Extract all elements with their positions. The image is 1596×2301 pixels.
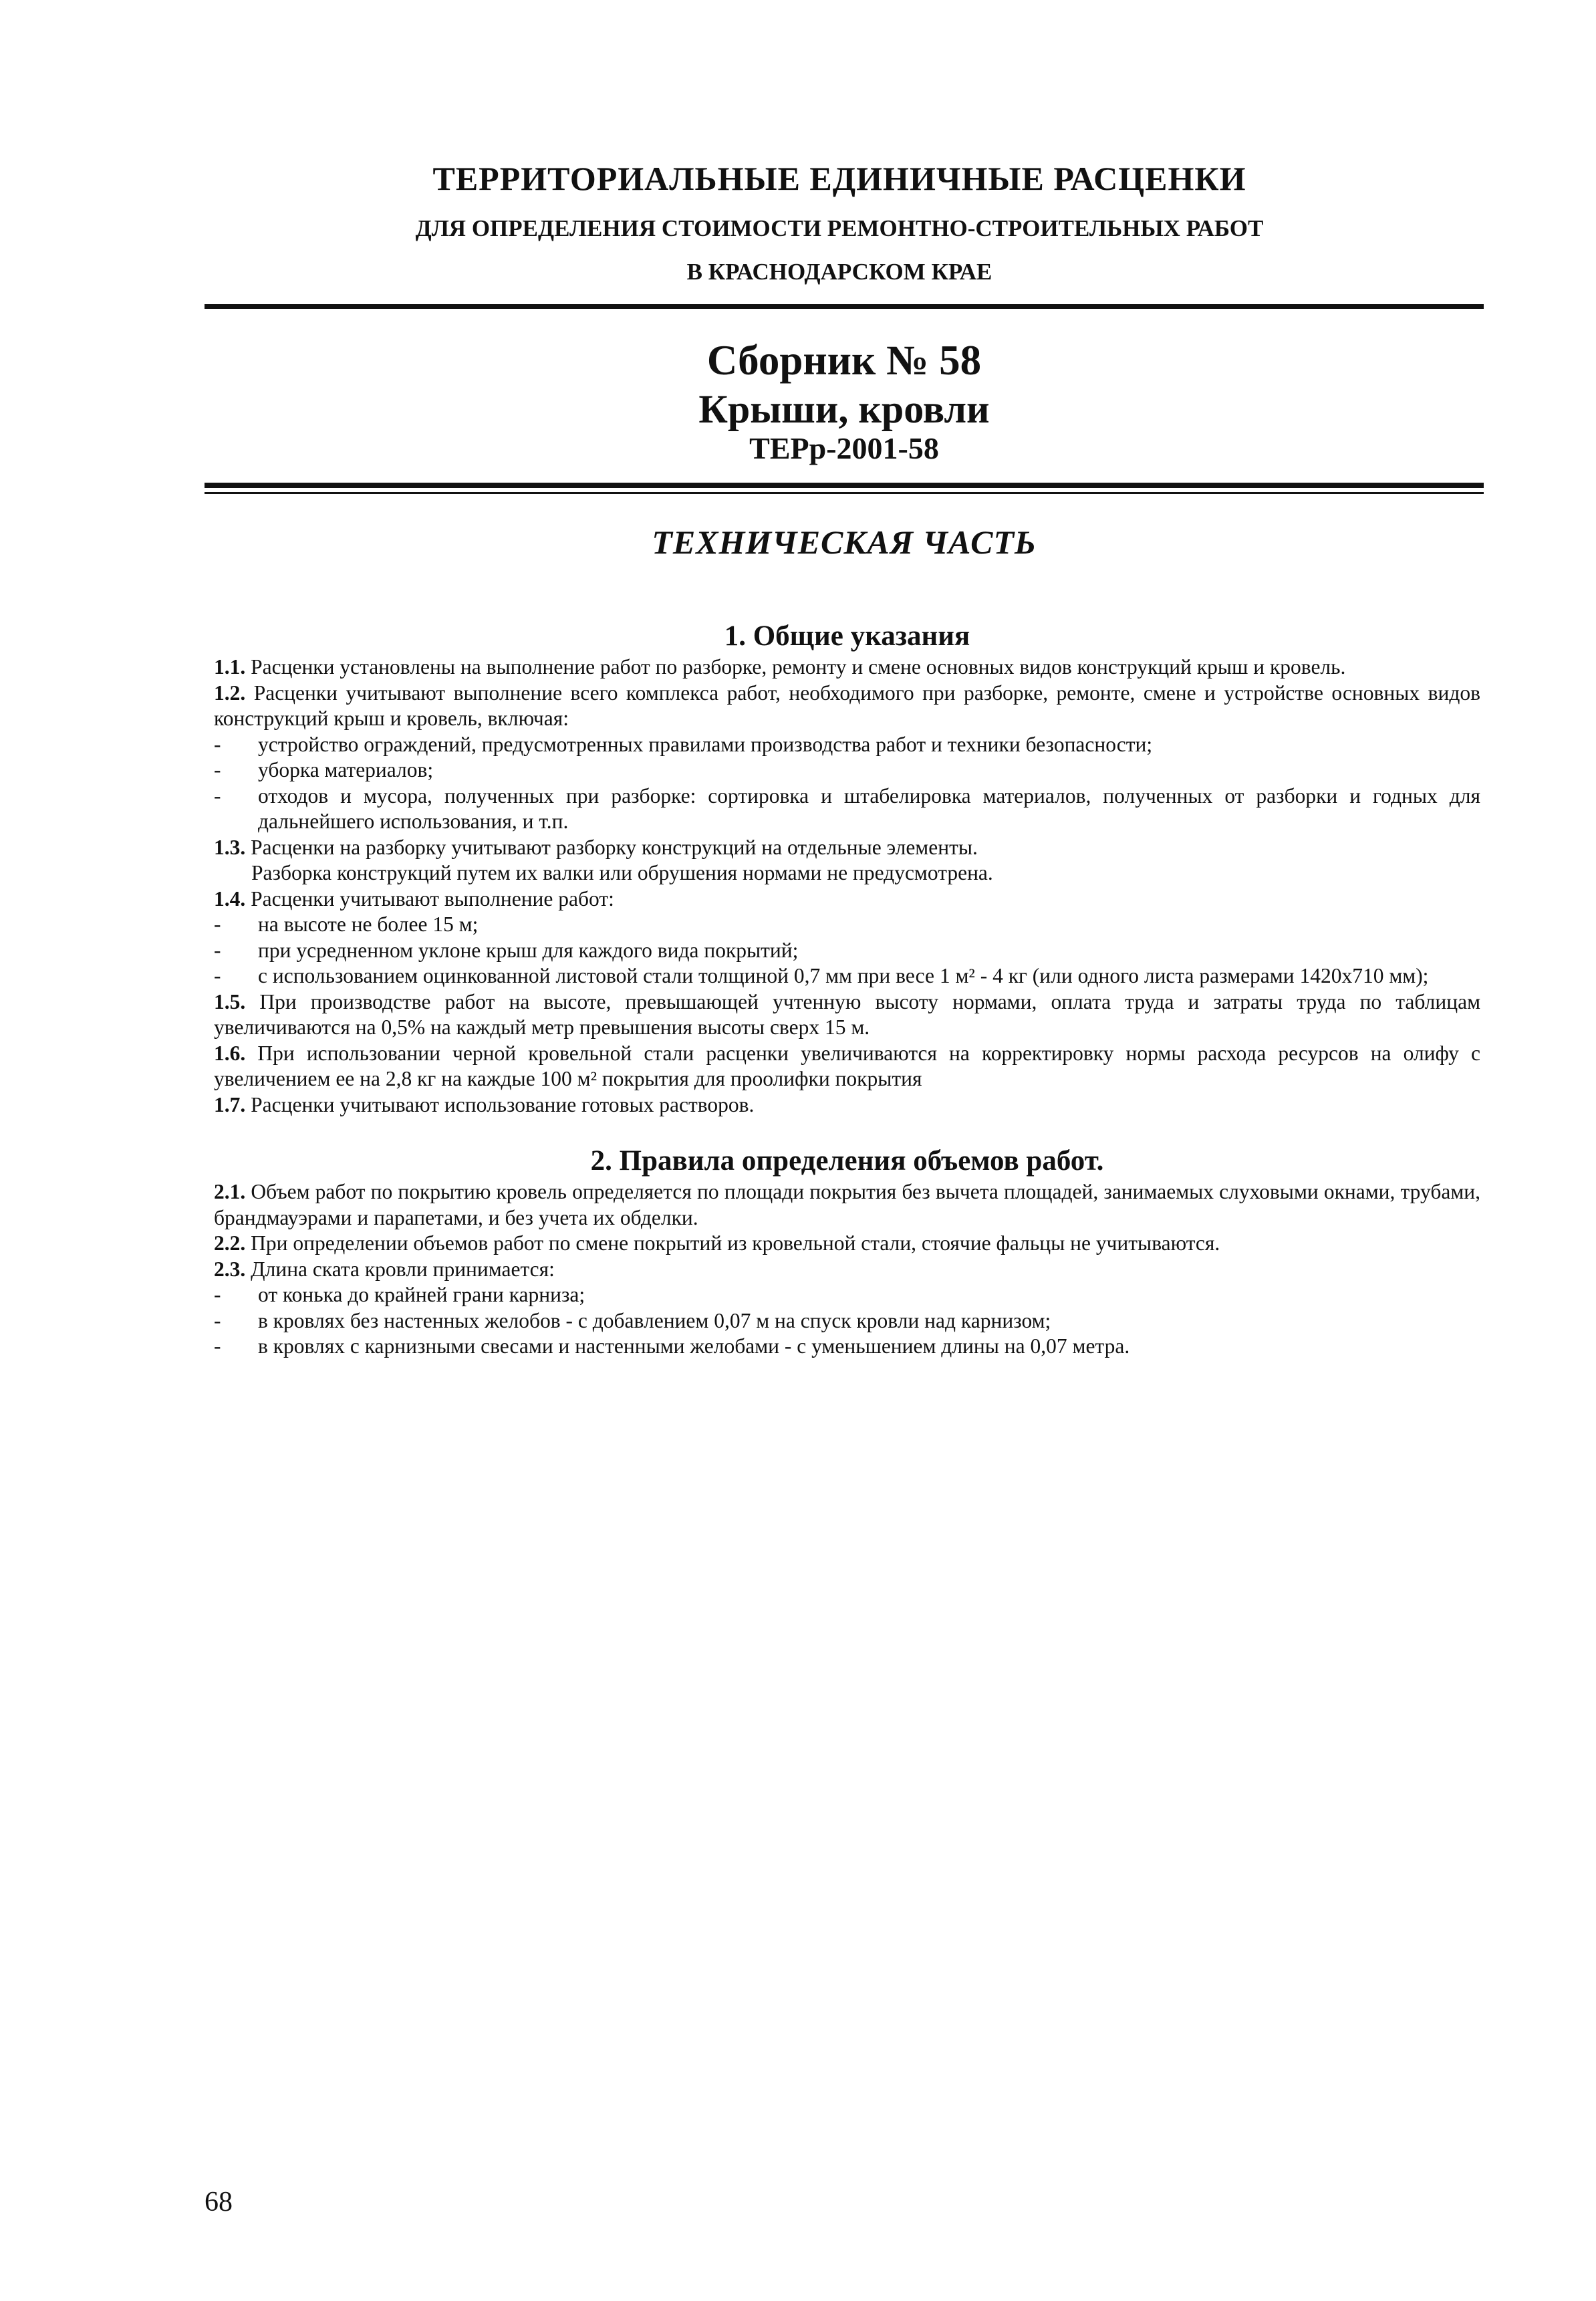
list-item [214,732,1480,758]
paragraph-1-1 [214,654,1480,681]
dash-marker: - [214,938,221,962]
page-number: 68 [205,2187,233,2217]
paragraph-number: 2.1. [214,1180,246,1203]
collection-subtitle: Крыши, кровли [698,387,990,431]
paragraph-1-4 [214,886,1480,913]
collection-divider-thin [205,492,1484,494]
list-item-text: в кровлях с карнизными свесами и настенными желобами - с уменьшением длины на 0,07 метра. [258,1334,1130,1358]
list-item-text: в кровлях без настенных желобов - с добавлением 0,07 м на спуск кровли над карнизом; [258,1308,1051,1332]
dash-marker: - [214,783,221,808]
section-1-title: 1. Общие указания [724,620,970,652]
header-subtitle: ДЛЯ ОПРЕДЕЛЕНИЯ СТОИМОСТИ РЕМОНТНО-СТРОИТЕЛЬНЫХ РАБОТ [415,215,1264,241]
list-item [214,783,1480,835]
dash-marker: - [214,1334,221,1358]
list-item-text: уборка материалов; [258,758,434,781]
paragraph-text: Расценки учитывают выполнение работ: [251,886,614,911]
paragraph-text: При использовании черной кровельной стали расценки увеличиваются на корректировку нормы расхода ресурсов на олифу с увеличением ее на 2,8 кг на каждые 100 м² покрытия для проолифки покрытия [214,1041,1481,1090]
part-title: ТЕХНИЧЕСКАЯ ЧАСТЬ [652,523,1037,561]
paragraph-1-7 [214,1092,1480,1118]
paragraph-1-3-note: Разборка конструкций путем их валки или обрушения нормами не предусмотрена. [251,861,993,884]
collection-divider-thick [205,483,1484,488]
list-item-text: устройство ограждений, предусмотренных правилами производства работ и техники безопасности; [258,732,1153,756]
dash-marker: - [214,1283,221,1306]
paragraph-number: 1.3. [214,835,246,859]
paragraph-number: 1.6. [214,1041,246,1065]
header-title: ТЕРРИТОРИАЛЬНЫЕ ЕДИНИЧНЫЕ РАСЦЕНКИ [432,160,1246,197]
list-item [214,1334,1480,1360]
paragraph-number: 2.2. [214,1231,246,1255]
list-item-text: отходов и мусора, полученных при разборке: сортировка и штабелировка материалов, полученных от разборки и годных для дальнейшего использования, и т.п. [258,783,1480,833]
collection-title: Сборник № 58 [706,337,982,384]
paragraph-text: При производстве работ на высоте, превышающей учтенную высоту нормами, оплата труда и затраты труда по таблицам увеличиваются на 0,5% на каждый метр превышения высоты сверх 15 м. [214,989,1481,1039]
header-divider [205,304,1484,309]
paragraph-text: Расценки учитывают выполнение всего комплекса работ, необходимого при разборке, ремонте, смене и устройстве основных видов конструкций крыш и кровель, включая: [214,681,1481,730]
paragraph-2-3 [214,1257,1480,1283]
list-item [214,938,1480,964]
list-item-text: на высоте не более 15 м; [258,913,479,936]
paragraph-text: Объем работ по покрытию кровель определяется по площади покрытия без вычета площадей, занимаемых слуховыми окнами, трубами, брандмауэрами и парапетами, и без учета их обделки. [214,1180,1481,1229]
paragraph-1-5 [214,989,1480,1041]
list-item [214,1308,1480,1334]
paragraph-1-3 [214,835,1480,861]
paragraph-number: 1.5. [214,989,246,1013]
list-item [214,912,1480,938]
paragraph-text: Расценки на разборку учитывают разборку конструкций на отдельные элементы. [251,835,978,859]
paragraph-number: 2.3. [214,1257,246,1281]
list-item [214,1282,1480,1308]
paragraph-1-2 [214,681,1480,732]
paragraph-text: Длина ската кровли принимается: [251,1257,555,1281]
dash-marker: - [214,758,221,781]
paragraph-text: Расценки установлены на выполнение работ по разборке, ремонту и смене основных видов конструкций крыш и кровель. [251,655,1346,679]
paragraph-text: Расценки учитывают использование готовых растворов. [251,1092,755,1116]
header-region: В КРАСНОДАРСКОМ КРАЕ [686,259,992,285]
paragraph-1-6 [214,1041,1480,1092]
dash-marker: - [214,913,221,936]
list-item-text: с использованием оцинкованной листовой стали толщиной 0,7 мм при весе 1 м² - 4 кг (или одного листа размерами 1420х710 мм); [258,964,1429,987]
paragraph-number: 1.7. [214,1092,246,1116]
list-item-text: от конька до крайней грани карниза; [258,1283,585,1306]
list-item-text: при усредненном уклоне крыш для каждого вида покрытий; [258,938,799,962]
paragraph-number: 1.1. [214,655,246,679]
document-body [214,618,1480,1360]
dash-marker: - [214,732,221,756]
section-2-title: 2. Правила определения объемов работ. [590,1145,1104,1177]
paragraph-2-2 [214,1231,1480,1257]
paragraph-2-1 [214,1179,1480,1231]
list-item [214,963,1480,989]
list-item [214,757,1480,783]
dash-marker: - [214,1308,221,1332]
paragraph-text: При определении объемов работ по смене покрытий из кровельной стали, стоячие фальцы не учитываются. [251,1231,1220,1255]
collection-code: ТЕРр-2001-58 [749,431,939,465]
paragraph-number: 1.2. [214,681,246,705]
dash-marker: - [214,964,221,987]
paragraph-number: 1.4. [214,886,246,911]
